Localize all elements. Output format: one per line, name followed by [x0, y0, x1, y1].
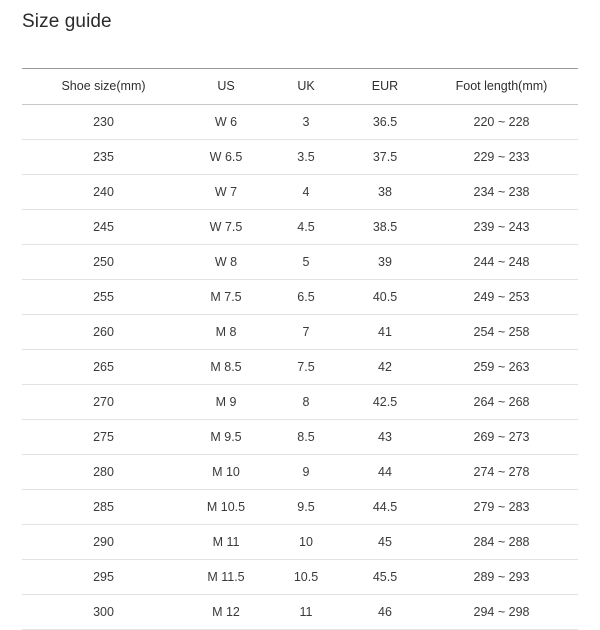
- cell-us: M 8.5: [185, 350, 267, 385]
- cell-foot-length: 294 ~ 298: [425, 595, 578, 630]
- table-row: [22, 245, 578, 280]
- table-row: [22, 210, 578, 245]
- table-row: [22, 350, 578, 385]
- size-table: [22, 68, 578, 630]
- cell-shoe-size: 265: [22, 350, 185, 385]
- cell-eur: 45: [345, 525, 425, 560]
- cell-uk: 11: [267, 595, 345, 630]
- table-row: [22, 525, 578, 560]
- size-table-container: [22, 68, 578, 630]
- table-row: [22, 280, 578, 315]
- cell-us: W 7: [185, 175, 267, 210]
- page-title: Size guide: [22, 11, 112, 32]
- cell-shoe-size: 240: [22, 175, 185, 210]
- cell-us: M 9: [185, 385, 267, 420]
- table-row: [22, 315, 578, 350]
- cell-eur: 42: [345, 350, 425, 385]
- cell-uk: 5: [267, 245, 345, 280]
- cell-uk: 7.5: [267, 350, 345, 385]
- cell-eur: 38: [345, 175, 425, 210]
- cell-us: M 11: [185, 525, 267, 560]
- cell-eur: 44: [345, 455, 425, 490]
- cell-uk: 9: [267, 455, 345, 490]
- cell-eur: 36.5: [345, 105, 425, 140]
- cell-uk: 3: [267, 105, 345, 140]
- column-header-us: US: [185, 69, 267, 105]
- cell-shoe-size: 280: [22, 455, 185, 490]
- cell-eur: 41: [345, 315, 425, 350]
- cell-shoe-size: 295: [22, 560, 185, 595]
- cell-foot-length: 279 ~ 283: [425, 490, 578, 525]
- cell-eur: 40.5: [345, 280, 425, 315]
- cell-foot-length: 229 ~ 233: [425, 140, 578, 175]
- cell-shoe-size: 255: [22, 280, 185, 315]
- cell-shoe-size: 285: [22, 490, 185, 525]
- cell-us: M 10: [185, 455, 267, 490]
- table-row: [22, 385, 578, 420]
- cell-us: M 8: [185, 315, 267, 350]
- cell-eur: 44.5: [345, 490, 425, 525]
- cell-foot-length: 259 ~ 263: [425, 350, 578, 385]
- cell-uk: 3.5: [267, 140, 345, 175]
- cell-uk: 4.5: [267, 210, 345, 245]
- cell-shoe-size: 290: [22, 525, 185, 560]
- table-row: [22, 175, 578, 210]
- cell-foot-length: 284 ~ 288: [425, 525, 578, 560]
- cell-uk: 10: [267, 525, 345, 560]
- cell-shoe-size: 300: [22, 595, 185, 630]
- cell-eur: 46: [345, 595, 425, 630]
- table-row: [22, 490, 578, 525]
- cell-uk: 8: [267, 385, 345, 420]
- table-row: [22, 420, 578, 455]
- cell-eur: 45.5: [345, 560, 425, 595]
- table-row: [22, 105, 578, 140]
- cell-shoe-size: 235: [22, 140, 185, 175]
- cell-eur: 37.5: [345, 140, 425, 175]
- cell-eur: 39: [345, 245, 425, 280]
- cell-foot-length: 289 ~ 293: [425, 560, 578, 595]
- table-row: [22, 140, 578, 175]
- cell-foot-length: 244 ~ 248: [425, 245, 578, 280]
- table-body: [22, 105, 578, 630]
- cell-shoe-size: 230: [22, 105, 185, 140]
- table-header: [22, 69, 578, 105]
- cell-uk: 7: [267, 315, 345, 350]
- cell-uk: 6.5: [267, 280, 345, 315]
- table-header-row: [22, 69, 578, 105]
- cell-shoe-size: 275: [22, 420, 185, 455]
- cell-eur: 42.5: [345, 385, 425, 420]
- cell-uk: 10.5: [267, 560, 345, 595]
- cell-us: M 10.5: [185, 490, 267, 525]
- cell-us: M 11.5: [185, 560, 267, 595]
- cell-uk: 9.5: [267, 490, 345, 525]
- cell-foot-length: 254 ~ 258: [425, 315, 578, 350]
- cell-us: M 12: [185, 595, 267, 630]
- column-header-uk: UK: [267, 69, 345, 105]
- cell-uk: 4: [267, 175, 345, 210]
- cell-eur: 38.5: [345, 210, 425, 245]
- cell-foot-length: 264 ~ 268: [425, 385, 578, 420]
- table-row: [22, 455, 578, 490]
- column-header-shoe-size: Shoe size(mm): [22, 69, 185, 105]
- cell-foot-length: 249 ~ 253: [425, 280, 578, 315]
- cell-shoe-size: 270: [22, 385, 185, 420]
- table-row: [22, 560, 578, 595]
- column-header-foot-length: Foot length(mm): [425, 69, 578, 105]
- column-header-eur: EUR: [345, 69, 425, 105]
- cell-eur: 43: [345, 420, 425, 455]
- cell-shoe-size: 250: [22, 245, 185, 280]
- cell-us: M 9.5: [185, 420, 267, 455]
- cell-us: M 7.5: [185, 280, 267, 315]
- cell-foot-length: 269 ~ 273: [425, 420, 578, 455]
- cell-us: W 8: [185, 245, 267, 280]
- cell-foot-length: 234 ~ 238: [425, 175, 578, 210]
- cell-us: W 6.5: [185, 140, 267, 175]
- cell-us: W 7.5: [185, 210, 267, 245]
- cell-uk: 8.5: [267, 420, 345, 455]
- cell-shoe-size: 260: [22, 315, 185, 350]
- cell-foot-length: 239 ~ 243: [425, 210, 578, 245]
- cell-shoe-size: 245: [22, 210, 185, 245]
- cell-foot-length: 274 ~ 278: [425, 455, 578, 490]
- table-row: [22, 595, 578, 630]
- cell-us: W 6: [185, 105, 267, 140]
- cell-foot-length: 220 ~ 228: [425, 105, 578, 140]
